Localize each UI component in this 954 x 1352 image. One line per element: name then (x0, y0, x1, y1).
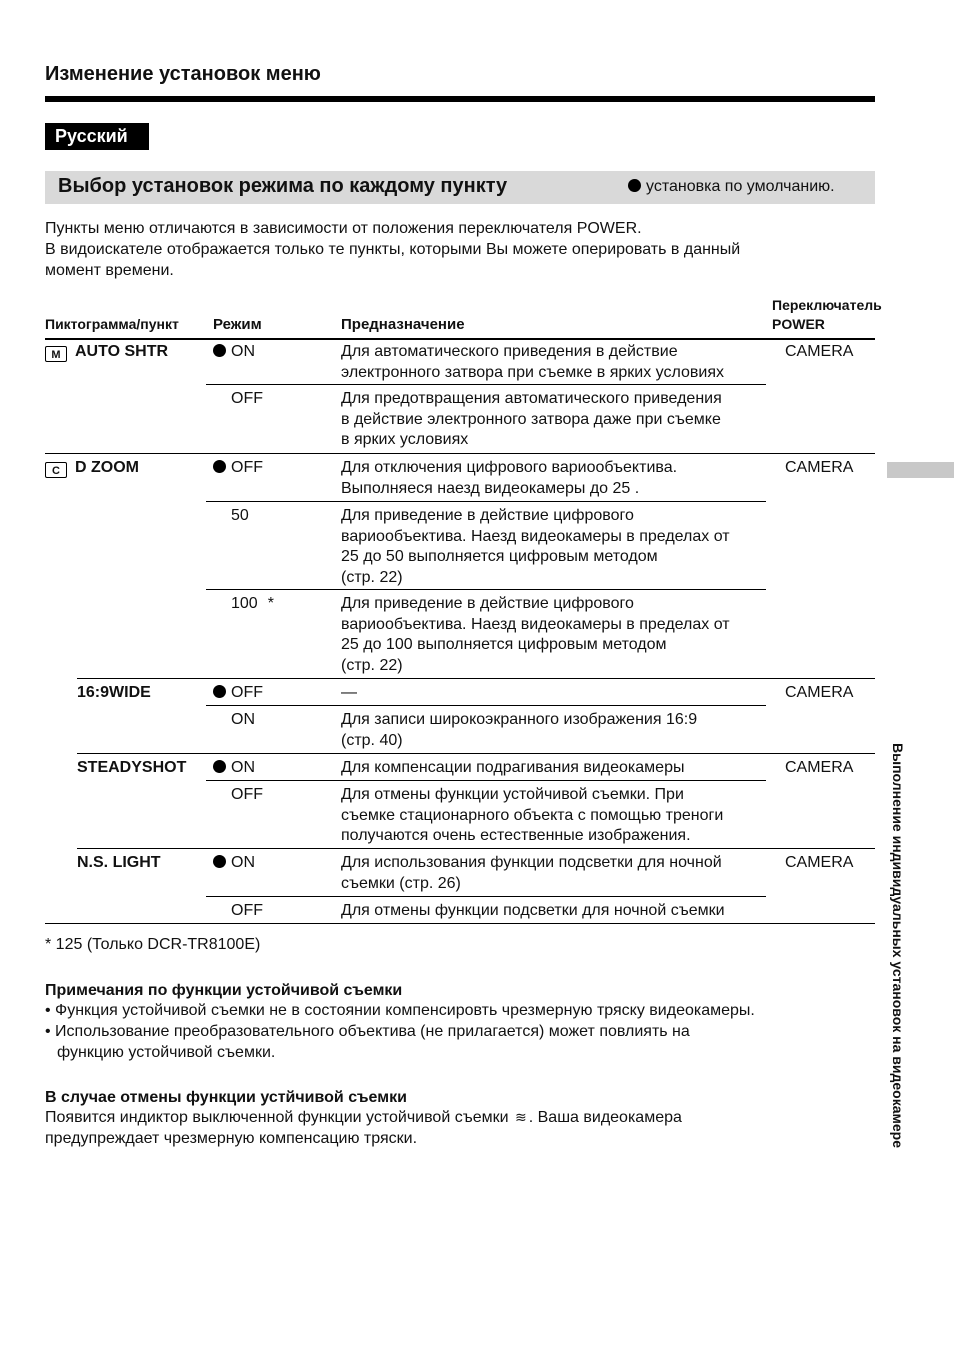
purpose-line: Для отмены функции устойчивой съемки. При (341, 786, 684, 803)
row-rule (206, 896, 766, 897)
row-rule (206, 780, 766, 781)
purpose-cell (341, 710, 697, 751)
header-switch-line: POWER (772, 316, 825, 332)
table-header-rule (45, 338, 875, 340)
default-legend-text: установка по умолчанию. (646, 178, 835, 195)
purpose-line: съемке стационарного объекта с помощью треноги (341, 806, 724, 824)
group-rule (77, 848, 875, 849)
purpose-cell (341, 506, 730, 588)
intro-line: В видоискателе отображается только те пункты, которыми Вы можете оперировать в данный (45, 241, 741, 258)
row-rule (206, 501, 766, 502)
mode-50: 50 (231, 507, 249, 524)
steadyshot-off-icon: ≋ (515, 1109, 527, 1125)
purpose-line: 25 до 100 выполняется цифровым методом (341, 636, 667, 653)
cancel-text: предупреждает чрезмерную компенсацию тряски. (45, 1130, 418, 1147)
mode-label: OFF (231, 684, 263, 701)
mode-label: ON (231, 759, 255, 776)
cancel-text (45, 1107, 885, 1128)
purpose-line: Для приведение в действие цифрового (341, 507, 634, 524)
purpose-line: вариообъектива. Наезд видеокамеры в пределах от (341, 527, 730, 545)
default-dot-icon (213, 344, 226, 357)
purpose-line: (стр. 22) (341, 656, 403, 674)
table-bottom-rule (45, 923, 875, 924)
purpose-line: (стр. 22) (341, 568, 403, 586)
row-rule (206, 705, 766, 706)
header-switch-line: Переключатель (772, 297, 882, 313)
purpose-line: электронного затвора при съемке в ярких условиях (341, 363, 725, 381)
group-rule (45, 453, 875, 454)
default-dot-icon (213, 460, 226, 473)
cancel-section (45, 1089, 885, 1149)
purpose-line: в действие электронного затвора даже при съемке (341, 410, 721, 428)
purpose-line: Для автоматического приведения в действие (341, 343, 678, 360)
mode-on (213, 758, 255, 779)
purpose-line: (стр. 40) (341, 731, 403, 749)
mode-on: ON (231, 711, 255, 728)
switch-value: CAMERA (785, 343, 854, 360)
switch-value: CAMERA (785, 684, 854, 701)
top-rule (45, 96, 875, 102)
cancel-text-part: Появится индиктор выключенной функции устойчивой съемки (45, 1109, 509, 1126)
cancel-title: В случае отмены функции устйчивой съемки (45, 1089, 407, 1106)
switch-value: CAMERA (785, 854, 854, 871)
note-item: • Функция устойчивой съемки не в состоянии компенсировть чрезмерную тряску видеокамеры. (45, 1002, 755, 1019)
manual-shutter-icon: M (45, 346, 67, 362)
purpose-line: получаются очень естественные изображения. (341, 827, 691, 844)
header-mode: Режим (213, 316, 262, 333)
purpose-cell (341, 594, 730, 676)
item-label: D ZOOM (75, 459, 139, 476)
intro-line: момент времени. (45, 262, 174, 279)
purpose-cell: — (341, 684, 357, 701)
purpose-cell (341, 458, 677, 499)
cancel-text-part: . Ваша видеокамера (528, 1109, 682, 1126)
header-switch (772, 296, 882, 334)
purpose-line: в ярких условиях (341, 431, 469, 448)
purpose-line: Для отключения цифрового вариообъектива. (341, 459, 678, 476)
row-rule (206, 384, 766, 385)
purpose-cell (341, 342, 724, 383)
language-badge: Русский (45, 123, 149, 150)
switch-value: CAMERA (785, 759, 854, 776)
group-rule (77, 753, 875, 754)
header-item: Пиктограмма/пункт (45, 316, 179, 332)
item-auto-shtr (45, 342, 168, 363)
item-ns-light: N.S. LIGHT (77, 854, 161, 871)
default-dot-icon (628, 179, 641, 192)
note-item: • Использование преобразовательного объектива (не прилагается) может повлиять на (45, 1023, 690, 1040)
default-dot-icon (213, 685, 226, 698)
purpose-cell: Для компенсации подрагивания видеокамеры (341, 759, 685, 776)
purpose-cell: Для отмены функции подсветки для ночной съемки (341, 902, 725, 919)
vertical-caption: Выполнение индивидуальных установок на видеокамере (890, 743, 906, 1148)
purpose-line: Для использования функции подсветки для ночной (341, 854, 722, 871)
section-title: Изменение установок меню (45, 63, 321, 85)
band-title: Выбор установок режима по каждому пункту (58, 175, 508, 197)
switch-value: CAMERA (785, 459, 854, 476)
header-purpose: Предназначение (341, 316, 465, 333)
note-text: Функция устойчивой съемки не в состоянии компенсировть чрезмерную тряску видеокамеры. (55, 1002, 755, 1019)
mode-off (213, 458, 263, 479)
purpose-line: Для записи широкоэкранного изображения 16:9 (341, 711, 698, 728)
mode-label: 100 (231, 595, 258, 612)
purpose-line: Для приведение в действие цифрового (341, 595, 634, 612)
footnote: * 125 (Только DCR-TR8100E) (45, 936, 261, 953)
note-text: Использование преобразовательного объектива (не прилагается) может повлиять на (55, 1023, 690, 1040)
mode-off: OFF (231, 390, 263, 407)
note-continuation: функцию устойчивой съемки. (57, 1044, 276, 1061)
item-label: AUTO SHTR (75, 343, 169, 360)
mode-off: OFF (231, 902, 263, 919)
mode-label: OFF (231, 459, 263, 476)
item-16-9-wide: 16:9WIDE (77, 684, 151, 701)
default-legend (628, 178, 835, 196)
purpose-cell (341, 389, 722, 451)
purpose-cell (341, 853, 722, 894)
mode-on (213, 853, 255, 874)
group-rule (77, 678, 875, 679)
row-rule (206, 589, 766, 590)
default-dot-icon (213, 855, 226, 868)
asterisk-mark: * (267, 595, 274, 612)
mode-label: ON (231, 343, 255, 360)
purpose-line: 25 до 50 выполняется цифровым методом (341, 548, 658, 565)
purpose-line: Для предотвращения автоматического приведения (341, 390, 722, 407)
mode-on (213, 342, 255, 363)
intro-line: Пункты меню отличаются в зависимости от положения переключателя POWER. (45, 220, 642, 237)
mode-off (213, 683, 263, 704)
intro-paragraph (45, 218, 885, 281)
mode-off: OFF (231, 786, 263, 803)
mode-label: ON (231, 854, 255, 871)
notes-title: Примечания по функции устойчивой съемки (45, 982, 403, 999)
default-dot-icon (213, 760, 226, 773)
purpose-line: Выполняеся наезд видеокамеры до 25 . (341, 479, 640, 497)
purpose-line: вариообъектива. Наезд видеокамеры в пределах от (341, 615, 730, 633)
purpose-line: съемки (стр. 26) (341, 874, 461, 892)
notes-section (45, 982, 885, 1063)
mode-100 (231, 594, 274, 615)
side-tab-marker (887, 462, 954, 478)
item-d-zoom (45, 458, 139, 479)
purpose-cell (341, 785, 723, 847)
camera-set-icon: C (45, 462, 67, 478)
item-steadyshot: STEADYSHOT (77, 759, 187, 776)
